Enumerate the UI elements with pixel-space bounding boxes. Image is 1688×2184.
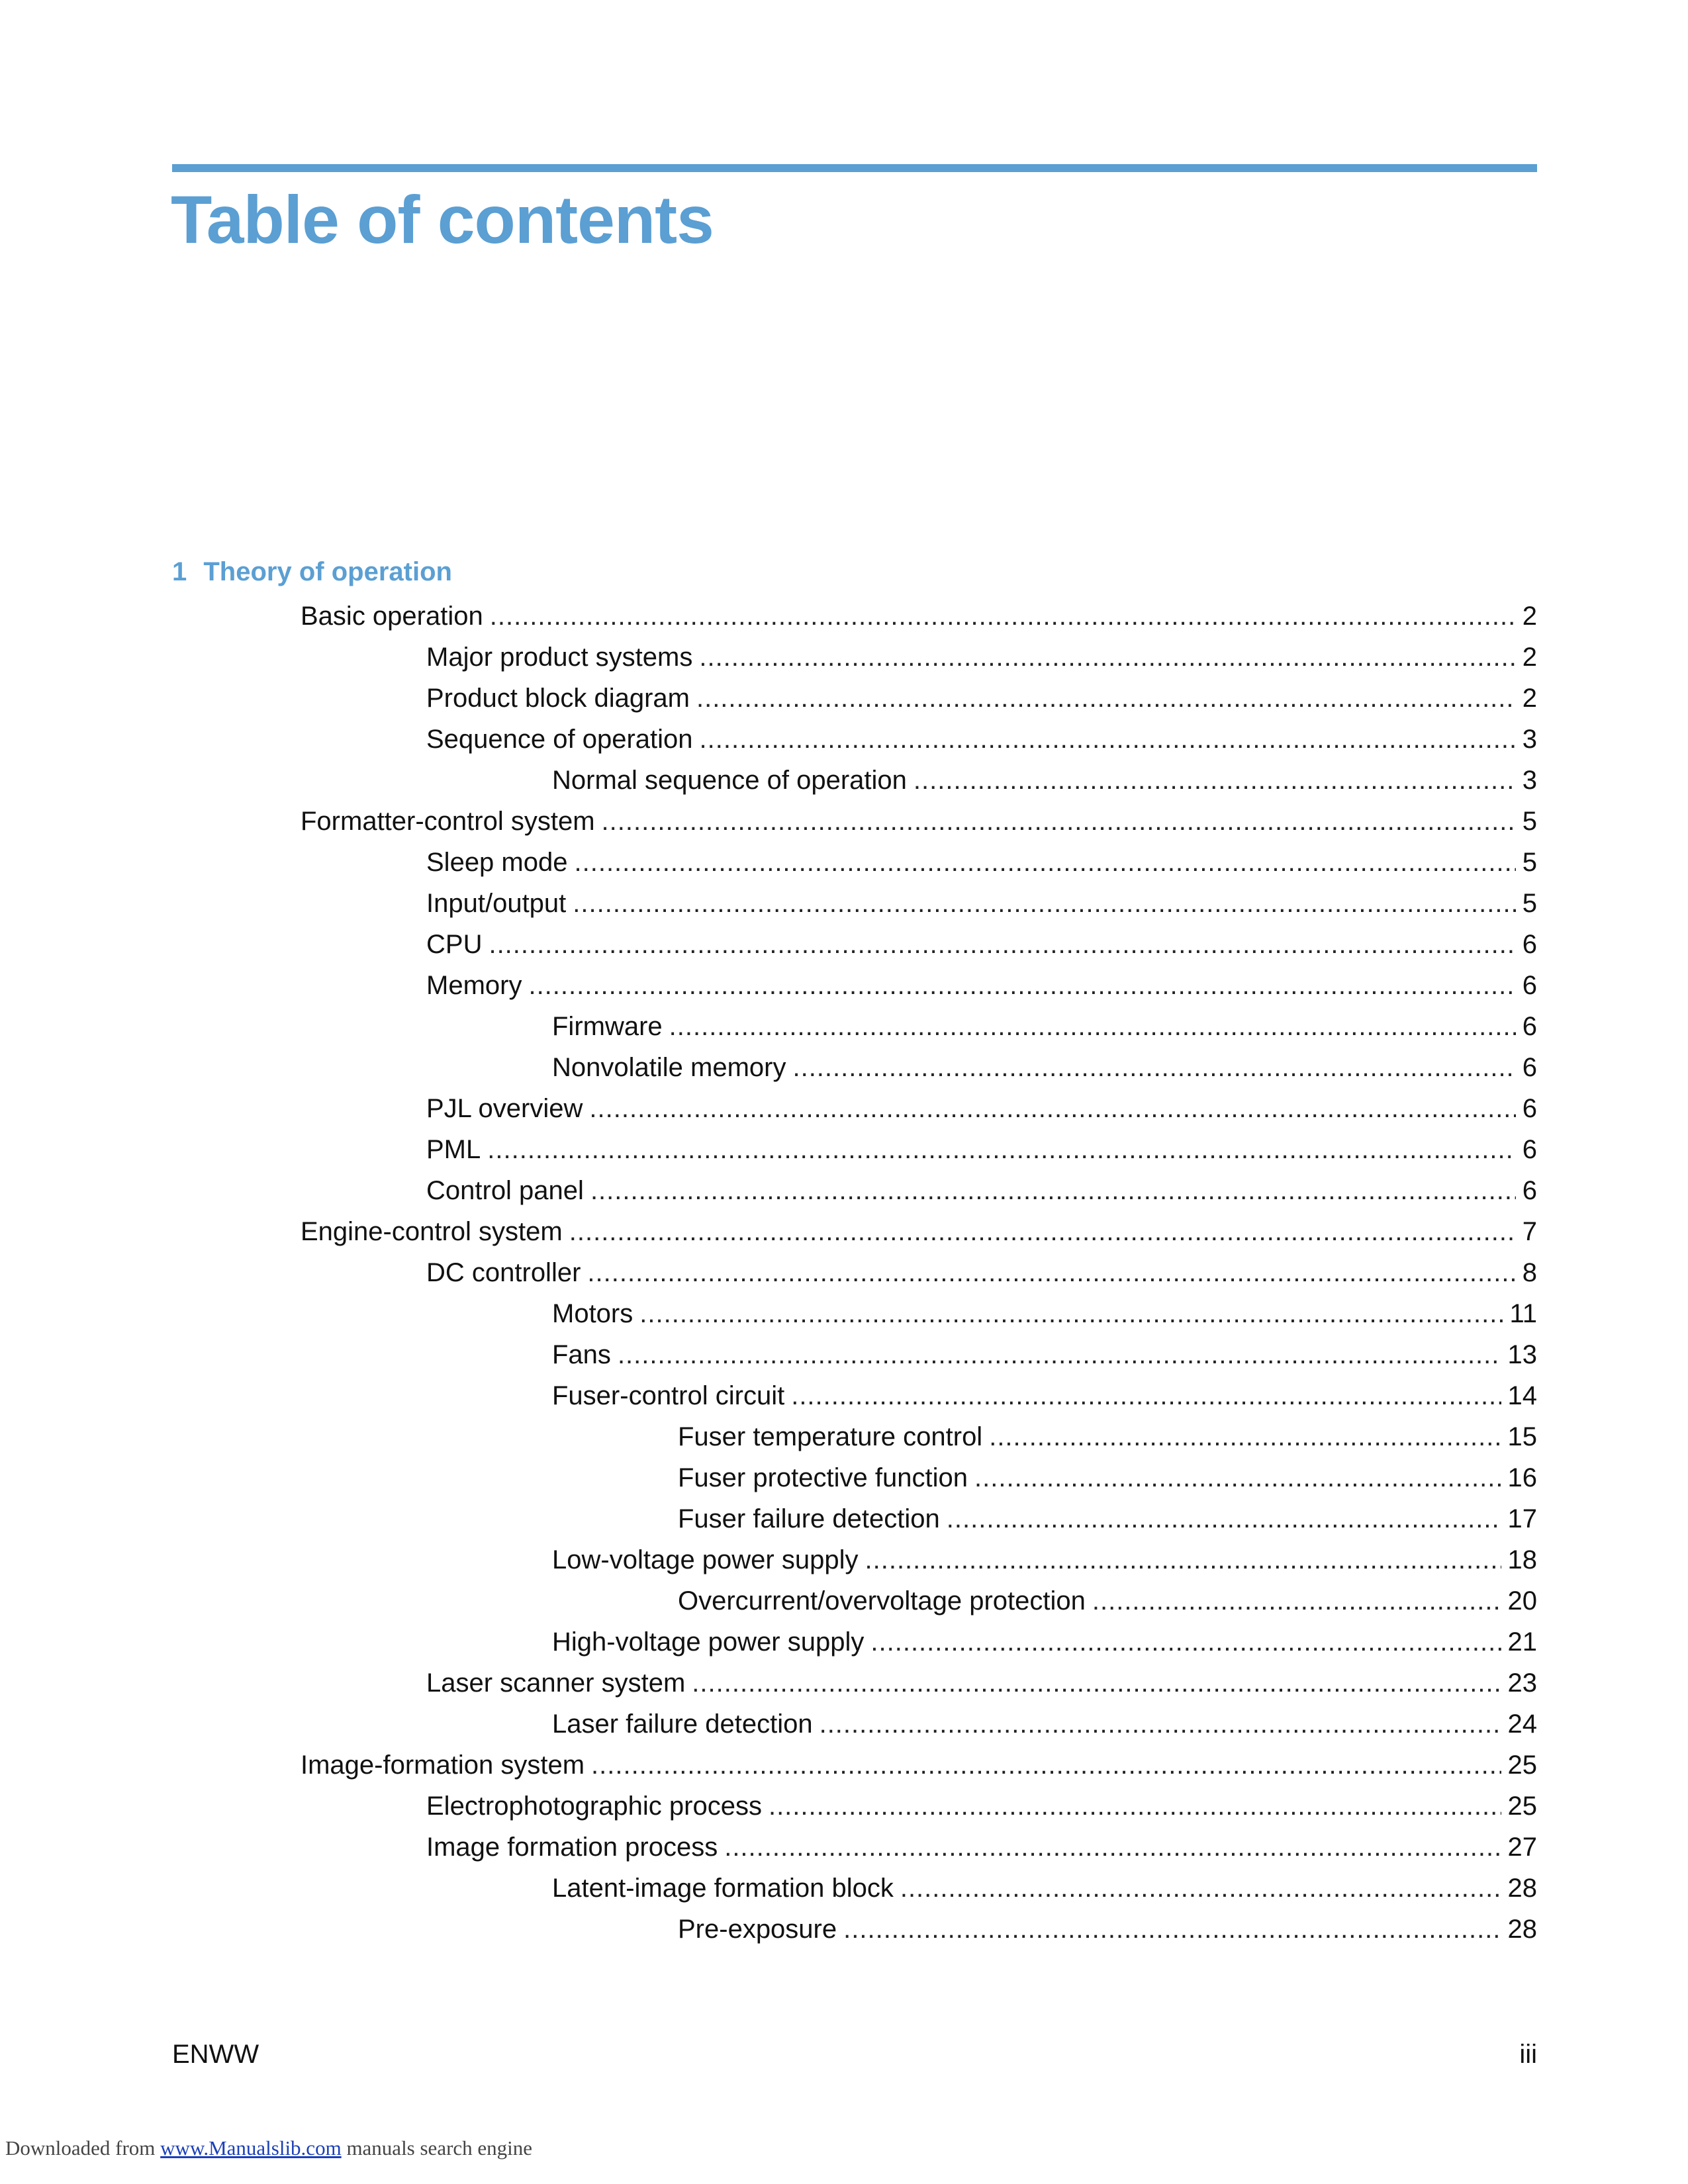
toc-entry[interactable] <box>678 1416 1537 1457</box>
toc-entry[interactable] <box>552 1047 1537 1088</box>
toc-entry[interactable] <box>426 1662 1537 1704</box>
title-rule <box>172 164 1537 172</box>
toc-entry[interactable] <box>678 1498 1537 1539</box>
toc-entry[interactable] <box>301 596 1537 637</box>
toc-entry-label: Fuser temperature control <box>678 1422 983 1451</box>
toc-entry-label: Fuser protective function <box>678 1463 968 1492</box>
toc-leader-dots <box>618 1334 1501 1375</box>
download-note <box>5 2134 532 2163</box>
toc-entry-page: 2 <box>1522 684 1537 713</box>
toc-leader-dots <box>791 1375 1501 1416</box>
toc-entry-label: Latent-image formation block <box>552 1874 894 1903</box>
toc-entry-page: 6 <box>1522 971 1537 1000</box>
toc-entry[interactable] <box>552 1006 1537 1047</box>
toc-leader-dots <box>1092 1580 1501 1621</box>
toc-entry[interactable] <box>426 1786 1537 1827</box>
toc-entry-label: Image-formation system <box>301 1751 585 1780</box>
toc-entry-page: 11 <box>1509 1299 1537 1328</box>
toc-entry[interactable] <box>426 883 1537 924</box>
toc-entry-page: 6 <box>1522 1094 1537 1123</box>
toc-entry-page: 28 <box>1507 1874 1537 1903</box>
toc-entry[interactable] <box>426 965 1537 1006</box>
toc-entry-page: 6 <box>1522 930 1537 959</box>
toc-entry-label: Normal sequence of operation <box>552 766 907 795</box>
toc-leader-dots <box>573 883 1515 924</box>
toc-leader-dots <box>591 1745 1501 1786</box>
toc-entry-page: 3 <box>1522 766 1537 795</box>
toc-entry[interactable] <box>426 678 1537 719</box>
toc-leader-dots <box>900 1868 1501 1909</box>
toc-entry-label: Basic operation <box>301 602 483 631</box>
toc-entry[interactable] <box>426 1129 1537 1170</box>
toc-entry[interactable] <box>426 1088 1537 1129</box>
toc-leader-dots <box>843 1909 1501 1950</box>
toc-entry[interactable] <box>552 1868 1537 1909</box>
toc-entry[interactable] <box>426 1827 1537 1868</box>
toc-entry[interactable] <box>552 1334 1537 1375</box>
toc-entry-page: 18 <box>1507 1545 1537 1574</box>
toc-entry[interactable] <box>552 1621 1537 1662</box>
page-number: iii <box>1519 2040 1537 2069</box>
toc-entry-label: PJL overview <box>426 1094 583 1123</box>
manualslib-link[interactable]: www.Manualslib.com <box>160 2136 342 2160</box>
toc-entry[interactable] <box>426 1252 1537 1293</box>
toc-entry-label: Sequence of operation <box>426 725 693 754</box>
toc-entry-label: Firmware <box>552 1012 663 1041</box>
toc-leader-dots <box>769 1786 1501 1827</box>
toc-entry[interactable] <box>552 1375 1537 1416</box>
toc-entry[interactable] <box>426 1170 1537 1211</box>
toc-leader-dots <box>696 678 1516 719</box>
toc-entry[interactable] <box>678 1909 1537 1950</box>
toc-entry-page: 2 <box>1522 643 1537 672</box>
toc-leader-dots <box>792 1047 1515 1088</box>
toc-leader-dots <box>590 1170 1516 1211</box>
toc-leader-dots <box>947 1498 1501 1539</box>
toc-entry-label: Engine-control system <box>301 1217 563 1246</box>
toc-leader-dots <box>669 1006 1516 1047</box>
toc-entry-page: 25 <box>1507 1792 1537 1821</box>
toc-leader-dots <box>989 1416 1501 1457</box>
toc-entry-label: Formatter-control system <box>301 807 595 836</box>
page-title: Table of contents <box>171 182 714 257</box>
toc-entry-label: Image formation process <box>426 1833 718 1862</box>
toc-leader-dots <box>569 1211 1516 1252</box>
toc-leader-dots <box>865 1539 1501 1580</box>
toc-entry[interactable] <box>301 1211 1537 1252</box>
chapter-title: Theory of operation <box>203 557 452 586</box>
toc-entry-page: 5 <box>1522 848 1537 877</box>
toc-entry-page: 28 <box>1507 1915 1537 1944</box>
toc-entry-label: Fuser failure detection <box>678 1504 940 1533</box>
toc-entry-label: Laser scanner system <box>426 1668 686 1698</box>
toc-entry[interactable] <box>426 924 1537 965</box>
toc-entry-label: Pre-exposure <box>678 1915 837 1944</box>
toc-entry-page: 25 <box>1507 1751 1537 1780</box>
toc-entry-page: 14 <box>1507 1381 1537 1410</box>
toc-entry-page: 6 <box>1522 1135 1537 1164</box>
footer-left: ENWW <box>172 2040 259 2069</box>
toc-entry-label: Input/output <box>426 889 567 918</box>
download-suffix: manuals search engine <box>346 2136 533 2160</box>
toc-entry-page: 24 <box>1507 1709 1537 1739</box>
toc-entry[interactable] <box>678 1457 1537 1498</box>
toc-entry-label: Sleep mode <box>426 848 568 877</box>
toc-entry-page: 6 <box>1522 1012 1537 1041</box>
toc-entry-label: Product block diagram <box>426 684 690 713</box>
toc-leader-dots <box>820 1704 1501 1745</box>
toc-entry-page: 3 <box>1522 725 1537 754</box>
toc-entry-label: Laser failure detection <box>552 1709 813 1739</box>
toc-entry-label: Motors <box>552 1299 633 1328</box>
toc-entry-label: Control panel <box>426 1176 584 1205</box>
toc-entry[interactable] <box>426 719 1537 760</box>
chapter-number: 1 <box>172 557 187 586</box>
toc-leader-dots <box>724 1827 1501 1868</box>
toc-entry-label: DC controller <box>426 1258 581 1287</box>
toc-leader-dots <box>914 760 1516 801</box>
toc-leader-dots <box>602 801 1516 842</box>
toc-entry-label: High-voltage power supply <box>552 1627 865 1657</box>
toc-entry-page: 15 <box>1507 1422 1537 1451</box>
toc-entry-label: Fuser-control circuit <box>552 1381 785 1410</box>
toc-leader-dots <box>587 1252 1515 1293</box>
toc-entry[interactable] <box>301 801 1537 842</box>
toc-entry-label: Electrophotographic process <box>426 1792 762 1821</box>
toc-entry-page: 17 <box>1507 1504 1537 1533</box>
toc-entry-label: Low-voltage power supply <box>552 1545 859 1574</box>
toc-entry-label: Overcurrent/overvoltage protection <box>678 1586 1086 1615</box>
toc-entry-label: Nonvolatile memory <box>552 1053 786 1082</box>
toc-leader-dots <box>692 1662 1501 1704</box>
toc-entry-label: CPU <box>426 930 483 959</box>
toc-entry[interactable] <box>552 1293 1537 1334</box>
toc-leader-dots <box>574 842 1515 883</box>
toc-entry[interactable] <box>552 760 1537 801</box>
toc-entry[interactable] <box>552 1539 1537 1580</box>
toc-entry-page: 23 <box>1507 1668 1537 1698</box>
toc-leader-dots <box>870 1621 1501 1662</box>
toc-entry-page: 20 <box>1507 1586 1537 1615</box>
toc-leader-dots <box>639 1293 1503 1334</box>
toc-entry-page: 16 <box>1507 1463 1537 1492</box>
toc-leader-dots <box>489 924 1515 965</box>
toc-leader-dots <box>589 1088 1515 1129</box>
toc-entry[interactable] <box>426 842 1537 883</box>
chapter-heading[interactable] <box>172 553 1165 590</box>
toc-entry-label: PML <box>426 1135 481 1164</box>
toc-leader-dots <box>700 719 1516 760</box>
toc-entry-page: 27 <box>1507 1833 1537 1862</box>
toc-entry-page: 5 <box>1522 807 1537 836</box>
toc-entry-page: 6 <box>1522 1053 1537 1082</box>
toc-entry-label: Fans <box>552 1340 611 1369</box>
toc-leader-dots <box>490 596 1516 637</box>
toc-entry-page: 8 <box>1522 1258 1537 1287</box>
toc-entry[interactable] <box>552 1704 1537 1745</box>
toc-entry-label: Major product systems <box>426 643 693 672</box>
toc-entry[interactable] <box>301 1745 1537 1786</box>
toc-entry-page: 21 <box>1507 1627 1537 1657</box>
toc-entry-page: 7 <box>1522 1217 1537 1246</box>
toc-leader-dots <box>699 637 1515 678</box>
toc-leader-dots <box>528 965 1515 1006</box>
toc-entry[interactable] <box>426 637 1537 678</box>
toc-entry-page: 2 <box>1522 602 1537 631</box>
toc-entry-page: 13 <box>1507 1340 1537 1369</box>
toc-entry-label: Memory <box>426 971 522 1000</box>
toc-entry-page: 6 <box>1522 1176 1537 1205</box>
toc-leader-dots <box>974 1457 1501 1498</box>
toc-entry[interactable] <box>678 1580 1537 1621</box>
download-prefix: Downloaded from <box>5 2136 156 2160</box>
toc-leader-dots <box>487 1129 1516 1170</box>
toc-entry-page: 5 <box>1522 889 1537 918</box>
